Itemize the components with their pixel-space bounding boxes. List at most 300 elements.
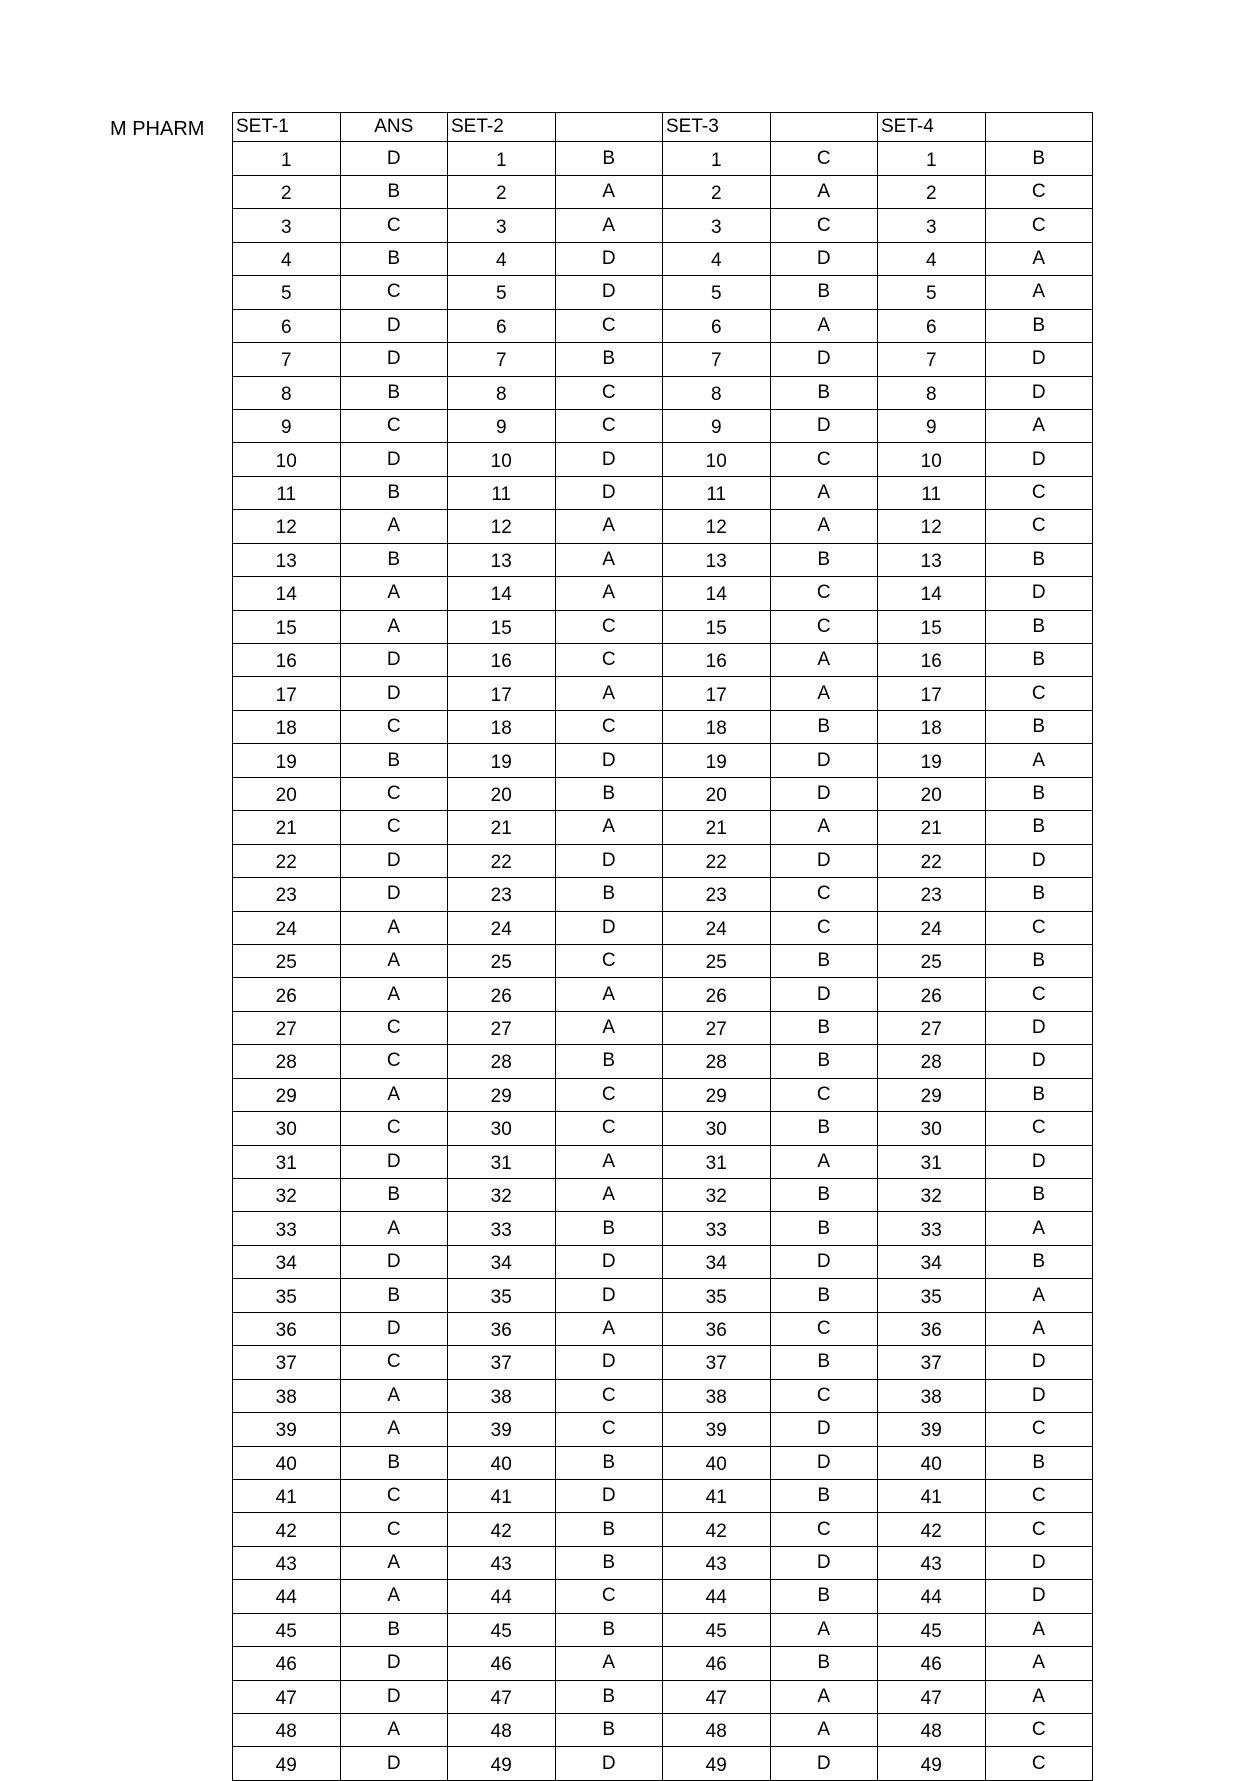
question-number-set-3: 42	[663, 1513, 771, 1546]
table-row	[233, 744, 1093, 777]
question-number-set-2: 34	[448, 1245, 556, 1278]
answer-set-2: B	[555, 878, 663, 911]
question-number-set-2: 7	[448, 343, 556, 376]
table-row	[233, 978, 1093, 1011]
question-number-set-4: 41	[878, 1479, 986, 1512]
question-number-set-1: 17	[233, 677, 341, 710]
answer-set-4: C	[985, 510, 1093, 543]
answer-set-1: A	[340, 1212, 448, 1245]
table-row	[233, 610, 1093, 643]
question-number-set-3: 6	[663, 309, 771, 342]
question-number-set-2: 24	[448, 911, 556, 944]
question-number-set-3: 20	[663, 777, 771, 810]
answer-set-3: D	[770, 978, 878, 1011]
question-number-set-1: 13	[233, 543, 341, 576]
answer-set-4: D	[985, 376, 1093, 409]
question-number-set-1: 8	[233, 376, 341, 409]
question-number-set-3: 15	[663, 610, 771, 643]
question-number-set-3: 39	[663, 1413, 771, 1446]
question-number-set-2: 22	[448, 844, 556, 877]
question-number-set-2: 16	[448, 644, 556, 677]
question-number-set-1: 16	[233, 644, 341, 677]
table-row	[233, 1212, 1093, 1245]
answer-set-3: D	[770, 844, 878, 877]
answer-set-1: D	[340, 343, 448, 376]
question-number-set-4: 28	[878, 1045, 986, 1078]
answer-set-3: B	[770, 1112, 878, 1145]
question-number-set-1: 12	[233, 510, 341, 543]
question-number-set-1: 36	[233, 1312, 341, 1345]
answer-set-2: D	[555, 1245, 663, 1278]
answer-set-1: A	[340, 911, 448, 944]
answer-set-4: D	[985, 1580, 1093, 1613]
question-number-set-4: 7	[878, 343, 986, 376]
answer-set-4: B	[985, 944, 1093, 977]
answer-set-2: B	[555, 1546, 663, 1579]
question-number-set-2: 3	[448, 209, 556, 242]
question-number-set-3: 37	[663, 1346, 771, 1379]
answer-set-2: D	[555, 276, 663, 309]
answer-set-3: D	[770, 242, 878, 275]
question-number-set-1: 49	[233, 1747, 341, 1780]
question-number-set-4: 6	[878, 309, 986, 342]
question-number-set-1: 45	[233, 1613, 341, 1646]
question-number-set-2: 31	[448, 1145, 556, 1178]
question-number-set-3: 48	[663, 1714, 771, 1747]
answer-set-1: B	[340, 175, 448, 208]
question-number-set-4: 16	[878, 644, 986, 677]
table-row	[233, 1546, 1093, 1579]
answer-set-2: C	[555, 610, 663, 643]
answer-set-4: B	[985, 644, 1093, 677]
question-number-set-3: 5	[663, 276, 771, 309]
question-number-set-4: 5	[878, 276, 986, 309]
answer-set-1: B	[340, 1179, 448, 1212]
question-number-set-1: 5	[233, 276, 341, 309]
question-number-set-2: 28	[448, 1045, 556, 1078]
question-number-set-1: 27	[233, 1011, 341, 1044]
question-number-set-3: 12	[663, 510, 771, 543]
question-number-set-2: 10	[448, 443, 556, 476]
answer-set-4: D	[985, 1346, 1093, 1379]
question-number-set-4: 35	[878, 1279, 986, 1312]
question-number-set-1: 21	[233, 811, 341, 844]
document-label: M PHARM	[110, 118, 205, 140]
answer-set-4: A	[985, 409, 1093, 442]
question-number-set-1: 42	[233, 1513, 341, 1546]
answer-set-4: C	[985, 677, 1093, 710]
question-number-set-3: 21	[663, 811, 771, 844]
question-number-set-3: 2	[663, 175, 771, 208]
question-number-set-1: 14	[233, 577, 341, 610]
answer-set-4: A	[985, 1647, 1093, 1680]
question-number-set-4: 45	[878, 1613, 986, 1646]
table-row	[233, 1179, 1093, 1212]
table-row	[233, 710, 1093, 743]
question-number-set-1: 7	[233, 343, 341, 376]
answer-set-4: B	[985, 543, 1093, 576]
question-number-set-1: 25	[233, 944, 341, 977]
question-number-set-3: 1	[663, 142, 771, 175]
answer-set-2: C	[555, 409, 663, 442]
answer-set-1: D	[340, 1245, 448, 1278]
table-row	[233, 376, 1093, 409]
answer-set-1: C	[340, 1011, 448, 1044]
answer-set-2: A	[555, 175, 663, 208]
question-number-set-4: 46	[878, 1647, 986, 1680]
question-number-set-2: 6	[448, 309, 556, 342]
answer-set-3: D	[770, 1446, 878, 1479]
answer-set-1: D	[340, 644, 448, 677]
question-number-set-3: 38	[663, 1379, 771, 1412]
question-number-set-2: 14	[448, 577, 556, 610]
question-number-set-1: 31	[233, 1145, 341, 1178]
answer-set-3: D	[770, 1546, 878, 1579]
answer-set-1: D	[340, 878, 448, 911]
answer-set-2: D	[555, 844, 663, 877]
question-number-set-2: 47	[448, 1680, 556, 1713]
answer-set-1: D	[340, 142, 448, 175]
question-number-set-3: 31	[663, 1145, 771, 1178]
question-number-set-3: 11	[663, 476, 771, 509]
answer-set-3: D	[770, 1747, 878, 1780]
question-number-set-1: 3	[233, 209, 341, 242]
question-number-set-4: 10	[878, 443, 986, 476]
answer-set-4: C	[985, 911, 1093, 944]
answer-set-2: A	[555, 1179, 663, 1212]
question-number-set-1: 19	[233, 744, 341, 777]
answer-set-2: B	[555, 1212, 663, 1245]
question-number-set-4: 29	[878, 1078, 986, 1111]
answer-set-2: D	[555, 911, 663, 944]
answer-set-3: D	[770, 409, 878, 442]
question-number-set-4: 15	[878, 610, 986, 643]
question-number-set-4: 34	[878, 1245, 986, 1278]
table-row	[233, 1346, 1093, 1379]
question-number-set-2: 42	[448, 1513, 556, 1546]
table-row	[233, 510, 1093, 543]
answer-set-2: D	[555, 242, 663, 275]
header-blank-2	[555, 113, 663, 142]
answer-set-3: C	[770, 911, 878, 944]
answer-set-2: D	[555, 1346, 663, 1379]
question-number-set-3: 30	[663, 1112, 771, 1145]
answer-set-3: C	[770, 1078, 878, 1111]
answer-key-table	[232, 112, 1093, 1781]
question-number-set-2: 30	[448, 1112, 556, 1145]
answer-set-4: D	[985, 844, 1093, 877]
question-number-set-1: 33	[233, 1212, 341, 1245]
answer-set-4: B	[985, 1078, 1093, 1111]
table-row	[233, 242, 1093, 275]
answer-set-3: B	[770, 376, 878, 409]
answer-set-3: C	[770, 878, 878, 911]
question-number-set-2: 11	[448, 476, 556, 509]
question-number-set-1: 23	[233, 878, 341, 911]
answer-set-1: D	[340, 677, 448, 710]
answer-set-4: D	[985, 1379, 1093, 1412]
table-row	[233, 343, 1093, 376]
question-number-set-2: 1	[448, 142, 556, 175]
answer-set-2: A	[555, 1647, 663, 1680]
question-number-set-1: 29	[233, 1078, 341, 1111]
answer-set-4: C	[985, 175, 1093, 208]
question-number-set-4: 11	[878, 476, 986, 509]
answer-set-3: A	[770, 811, 878, 844]
answer-set-1: D	[340, 1145, 448, 1178]
answer-set-4: D	[985, 343, 1093, 376]
answer-set-4: C	[985, 1413, 1093, 1446]
question-number-set-3: 47	[663, 1680, 771, 1713]
answer-set-3: B	[770, 1580, 878, 1613]
answer-set-1: A	[340, 1580, 448, 1613]
question-number-set-4: 33	[878, 1212, 986, 1245]
question-number-set-2: 27	[448, 1011, 556, 1044]
question-number-set-2: 45	[448, 1613, 556, 1646]
answer-set-2: D	[555, 1747, 663, 1780]
answer-set-1: C	[340, 276, 448, 309]
question-number-set-1: 24	[233, 911, 341, 944]
answer-set-4: B	[985, 1245, 1093, 1278]
question-number-set-3: 18	[663, 710, 771, 743]
table-row	[233, 409, 1093, 442]
header-blank-4	[985, 113, 1093, 142]
question-number-set-4: 4	[878, 242, 986, 275]
answer-set-2: A	[555, 510, 663, 543]
question-number-set-1: 11	[233, 476, 341, 509]
answer-rows	[233, 142, 1093, 1780]
question-number-set-2: 46	[448, 1647, 556, 1680]
header-set-1: SET-1	[233, 113, 341, 142]
question-number-set-4: 26	[878, 978, 986, 1011]
question-number-set-1: 6	[233, 309, 341, 342]
answer-set-2: B	[555, 1680, 663, 1713]
table-row	[233, 1513, 1093, 1546]
question-number-set-3: 34	[663, 1245, 771, 1278]
question-number-set-2: 23	[448, 878, 556, 911]
answer-set-4: D	[985, 1045, 1093, 1078]
table-row	[233, 844, 1093, 877]
question-number-set-1: 35	[233, 1279, 341, 1312]
question-number-set-2: 43	[448, 1546, 556, 1579]
answer-set-2: D	[555, 1279, 663, 1312]
table-row	[233, 677, 1093, 710]
answer-set-2: C	[555, 710, 663, 743]
header-set-2: SET-2	[448, 113, 556, 142]
question-number-set-2: 2	[448, 175, 556, 208]
answer-set-2: C	[555, 644, 663, 677]
question-number-set-1: 38	[233, 1379, 341, 1412]
answer-set-3: B	[770, 1479, 878, 1512]
answer-set-3: C	[770, 1312, 878, 1345]
answer-set-1: A	[340, 1546, 448, 1579]
answer-set-4: C	[985, 476, 1093, 509]
question-number-set-4: 32	[878, 1179, 986, 1212]
answer-set-1: A	[340, 1413, 448, 1446]
answer-set-1: C	[340, 1045, 448, 1078]
question-number-set-4: 23	[878, 878, 986, 911]
answer-set-2: B	[555, 343, 663, 376]
table-row	[233, 944, 1093, 977]
answer-set-3: C	[770, 209, 878, 242]
answer-set-2: A	[555, 543, 663, 576]
question-number-set-1: 47	[233, 1680, 341, 1713]
question-number-set-4: 24	[878, 911, 986, 944]
question-number-set-3: 3	[663, 209, 771, 242]
table-row	[233, 1312, 1093, 1345]
question-number-set-1: 15	[233, 610, 341, 643]
answer-set-3: D	[770, 744, 878, 777]
answer-set-1: C	[340, 1479, 448, 1512]
answer-set-2: C	[555, 376, 663, 409]
question-number-set-2: 8	[448, 376, 556, 409]
question-number-set-4: 21	[878, 811, 986, 844]
answer-set-2: A	[555, 1312, 663, 1345]
question-number-set-3: 46	[663, 1647, 771, 1680]
answer-set-4: A	[985, 242, 1093, 275]
answer-set-4: B	[985, 1446, 1093, 1479]
question-number-set-4: 19	[878, 744, 986, 777]
question-number-set-4: 48	[878, 1714, 986, 1747]
answer-set-2: B	[555, 1513, 663, 1546]
question-number-set-3: 9	[663, 409, 771, 442]
table-row	[233, 878, 1093, 911]
question-number-set-1: 18	[233, 710, 341, 743]
question-number-set-2: 35	[448, 1279, 556, 1312]
question-number-set-4: 40	[878, 1446, 986, 1479]
question-number-set-1: 28	[233, 1045, 341, 1078]
question-number-set-2: 44	[448, 1580, 556, 1613]
question-number-set-3: 24	[663, 911, 771, 944]
question-number-set-1: 40	[233, 1446, 341, 1479]
question-number-set-3: 25	[663, 944, 771, 977]
answer-set-4: C	[985, 1479, 1093, 1512]
question-number-set-2: 19	[448, 744, 556, 777]
question-number-set-3: 8	[663, 376, 771, 409]
answer-set-4: C	[985, 1112, 1093, 1145]
table-row	[233, 1647, 1093, 1680]
answer-set-3: B	[770, 276, 878, 309]
answer-set-1: B	[340, 476, 448, 509]
question-number-set-4: 12	[878, 510, 986, 543]
question-number-set-3: 14	[663, 577, 771, 610]
answer-set-3: C	[770, 610, 878, 643]
answer-set-3: B	[770, 944, 878, 977]
question-number-set-4: 37	[878, 1346, 986, 1379]
answer-set-3: C	[770, 443, 878, 476]
question-number-set-2: 49	[448, 1747, 556, 1780]
answer-set-1: C	[340, 409, 448, 442]
question-number-set-3: 19	[663, 744, 771, 777]
answer-set-4: B	[985, 878, 1093, 911]
question-number-set-3: 4	[663, 242, 771, 275]
answer-set-4: C	[985, 209, 1093, 242]
answer-set-3: A	[770, 476, 878, 509]
table-row	[233, 811, 1093, 844]
answer-set-4: A	[985, 1279, 1093, 1312]
header-row	[233, 113, 1093, 142]
answer-set-1: D	[340, 1312, 448, 1345]
answer-set-4: C	[985, 978, 1093, 1011]
answer-set-1: D	[340, 443, 448, 476]
answer-set-4: D	[985, 1145, 1093, 1178]
question-number-set-1: 2	[233, 175, 341, 208]
answer-set-3: B	[770, 710, 878, 743]
question-number-set-4: 47	[878, 1680, 986, 1713]
question-number-set-2: 36	[448, 1312, 556, 1345]
question-number-set-3: 13	[663, 543, 771, 576]
answer-set-2: C	[555, 1078, 663, 1111]
question-number-set-3: 49	[663, 1747, 771, 1780]
question-number-set-3: 32	[663, 1179, 771, 1212]
question-number-set-3: 41	[663, 1479, 771, 1512]
answer-set-4: A	[985, 1312, 1093, 1345]
question-number-set-4: 27	[878, 1011, 986, 1044]
question-number-set-4: 42	[878, 1513, 986, 1546]
question-number-set-3: 33	[663, 1212, 771, 1245]
answer-set-1: B	[340, 1279, 448, 1312]
answer-set-3: D	[770, 777, 878, 810]
answer-set-2: B	[555, 142, 663, 175]
question-number-set-4: 14	[878, 577, 986, 610]
answer-set-1: C	[340, 777, 448, 810]
question-number-set-1: 44	[233, 1580, 341, 1613]
answer-set-3: B	[770, 1212, 878, 1245]
answer-set-2: A	[555, 209, 663, 242]
answer-set-4: B	[985, 610, 1093, 643]
question-number-set-1: 1	[233, 142, 341, 175]
table-row	[233, 1446, 1093, 1479]
question-number-set-1: 9	[233, 409, 341, 442]
question-number-set-3: 45	[663, 1613, 771, 1646]
answer-set-1: C	[340, 1346, 448, 1379]
answer-set-3: C	[770, 142, 878, 175]
question-number-set-3: 16	[663, 644, 771, 677]
question-number-set-2: 33	[448, 1212, 556, 1245]
question-number-set-2: 39	[448, 1413, 556, 1446]
table-row	[233, 1078, 1093, 1111]
table-row	[233, 209, 1093, 242]
answer-set-1: A	[340, 978, 448, 1011]
question-number-set-4: 38	[878, 1379, 986, 1412]
question-number-set-3: 23	[663, 878, 771, 911]
answer-set-3: A	[770, 175, 878, 208]
question-number-set-4: 2	[878, 175, 986, 208]
answer-set-1: C	[340, 209, 448, 242]
question-number-set-2: 13	[448, 543, 556, 576]
answer-set-4: A	[985, 1680, 1093, 1713]
answer-set-1: A	[340, 610, 448, 643]
answer-set-1: C	[340, 710, 448, 743]
table-row	[233, 1613, 1093, 1646]
question-number-set-2: 9	[448, 409, 556, 442]
question-number-set-1: 20	[233, 777, 341, 810]
question-number-set-2: 12	[448, 510, 556, 543]
question-number-set-3: 43	[663, 1546, 771, 1579]
table-row	[233, 142, 1093, 175]
question-number-set-4: 31	[878, 1145, 986, 1178]
question-number-set-3: 26	[663, 978, 771, 1011]
question-number-set-2: 32	[448, 1179, 556, 1212]
question-number-set-4: 8	[878, 376, 986, 409]
answer-set-4: D	[985, 443, 1093, 476]
answer-set-1: A	[340, 577, 448, 610]
question-number-set-3: 10	[663, 443, 771, 476]
answer-set-2: C	[555, 309, 663, 342]
table-row	[233, 644, 1093, 677]
answer-set-4: A	[985, 744, 1093, 777]
question-number-set-2: 17	[448, 677, 556, 710]
